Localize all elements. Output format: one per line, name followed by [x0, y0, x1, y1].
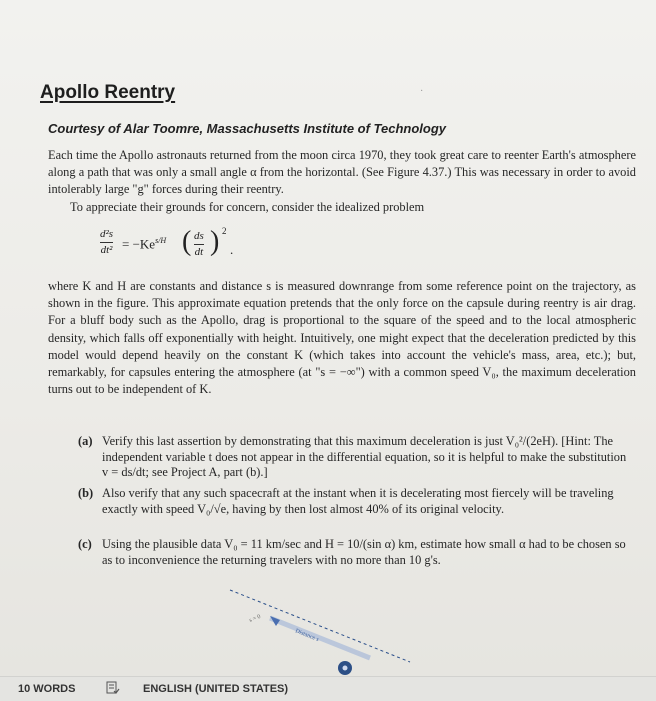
trajectory-figure [220, 580, 420, 675]
equation-power: 2 [222, 226, 227, 236]
equation-paren-fraction [194, 230, 204, 259]
list-item-a [78, 434, 630, 481]
page-title: Apollo Reentry [40, 82, 176, 103]
list-item-c [78, 537, 630, 568]
list-item-text: Verify this last assertion by demonstrating that this maximum deceleration is just V₀²/(2eH). [Hint: The independent variable t does not appear in the differential equation, so it is helpful to make the substitution v = ds/dt; see Project A, part (b).] [102, 434, 627, 480]
equation-lhs-numerator: d²s [100, 228, 114, 240]
equation [100, 228, 300, 266]
main-paragraph: where K and H are constants and distance s is measured downrange from some reference point on the trajectory, as shown in the figure. This approximate equation pretends that the only force on the capsule during reentry is air drag. For a bluff body such as the Apollo, drag is proportional to the square of the speed and to the local atmospheric density, which falls off exponentially with height. Intuitively, one might expect that the deceleration predicted by this model would depend heavily on the constant K (which takes into account the vehicle's mass, area, etc.); but, remarkably, for capsules entering the atmosphere (at "s = −∞") with a common speed V₀, the maximum deceleration turns out to be independent of K. [48, 279, 636, 397]
status-bar [0, 676, 656, 701]
equation-paren-numerator: ds [194, 230, 204, 242]
equation-rhs [122, 236, 166, 252]
word-count[interactable]: 10 WORDS [18, 683, 76, 695]
stray-mark: · [420, 86, 424, 97]
intro-paragraph: Each time the Apollo astronauts returned from the moon circa 1970, they took great care to reenter Earth's atmosphere along a path that was only a small angle α from the horizontal. (See Figure 4.37.) This was necessary in order to avoid intolerably large "g" forces during their reentry. [48, 148, 636, 197]
distance-label: Distance s [294, 628, 320, 644]
equation-lhs [100, 228, 113, 257]
list-item-text: Using the plausible data V₀ = 11 km/sec and H = 10/(sin α) km, estimate how small α had to be chosen so as to inconvenience the returning travelers with no more than 10 g's. [102, 537, 626, 567]
list-item-text: Also verify that any such spacecraft at the instant when it is decelerating most fiercely will be traveling exactly with speed V₀/√e, having by then lost almost 40% of its original velocity. [102, 486, 614, 516]
left-paren: ( [182, 226, 192, 257]
right-paren: ) [210, 226, 220, 257]
axis-label: s = 0 [248, 613, 262, 624]
courtesy-line: Courtesy of Alar Toomre, Massachusetts Institute of Technology [48, 121, 447, 136]
language-indicator[interactable]: ENGLISH (UNITED STATES) [143, 683, 289, 695]
capsule-marker-center [343, 666, 348, 671]
trajectory-line [230, 590, 410, 662]
equation-lhs-denominator: dt² [100, 244, 113, 256]
equation-rhs-text: = −Ke [122, 236, 156, 252]
equation-end: . [230, 242, 234, 257]
intro-paragraph-2: To appreciate their grounds for concern, consider the idealized problem [70, 200, 425, 214]
equation-exponent: s/H [155, 236, 167, 245]
list-item-label: (b) [78, 486, 94, 500]
list-item-label: (a) [78, 434, 93, 448]
proofing-icon[interactable] [106, 681, 120, 695]
trajectory-band [270, 618, 370, 658]
list-item-label: (c) [78, 537, 92, 551]
equation-paren-denominator: dt [194, 246, 204, 258]
list-item-b [78, 486, 630, 517]
